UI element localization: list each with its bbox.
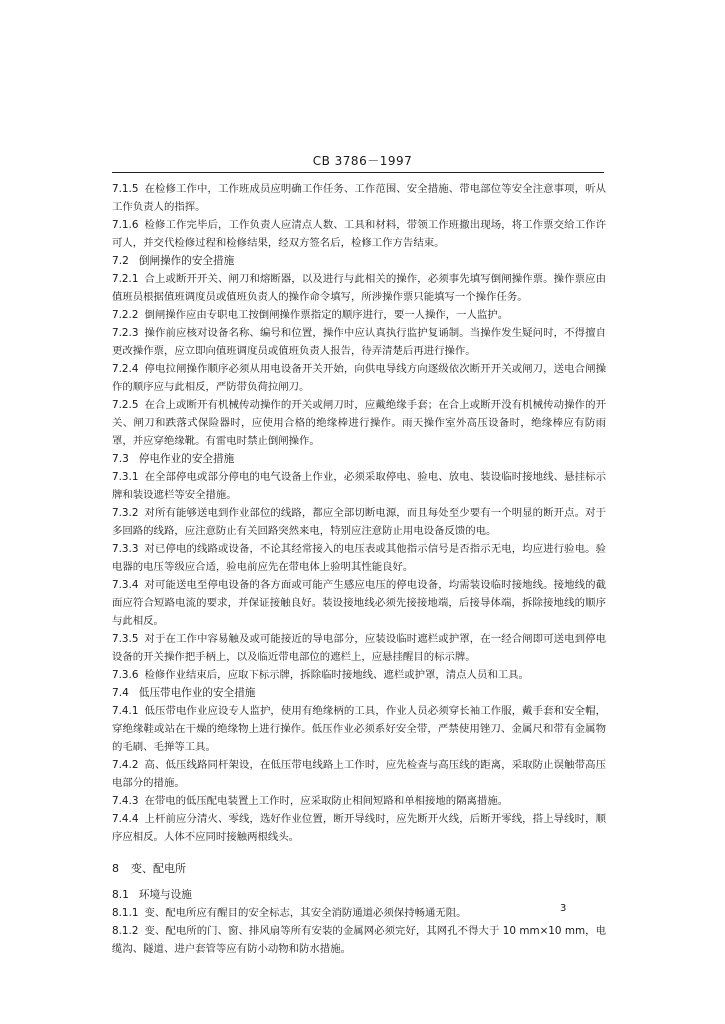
clause-text: 变、配电所的门、窗、排风扇等所有安装的金属网必须完好，其网孔不得大于 10 mm×10 mm，电缆沟、隧道、进户套管等应有防小动物和防水措施。: [112, 925, 606, 955]
clause-text: 变、配电所应有醒目的安全标志，其安全消防通道必须保持畅通无阻。: [144, 907, 467, 919]
clause-text: 对所有能够送电到作业部位的线路，都应全部切断电源，而且每处至少要有一个明显的断开点。对于多回路的线路，应注意防止有关回路突然来电，特别应注意防止用电设备反馈的电。: [112, 507, 606, 537]
clause-number: 7.2.4: [112, 363, 139, 375]
clause-paragraph: [112, 324, 606, 360]
clause-paragraph: [112, 904, 606, 922]
clause-number: 7.2: [112, 255, 129, 267]
clause-text: 环境与设施: [138, 889, 192, 901]
document-body: [112, 180, 606, 958]
clause-number: 7.4.1: [112, 705, 139, 717]
clause-number: 7.3.6: [112, 669, 139, 681]
clause-paragraph: [112, 666, 606, 684]
clause-paragraph: [112, 576, 606, 630]
clause-text: 倒闸操作的安全措施: [138, 255, 235, 267]
clause-text: 操作前应核对设备名称、编号和位置，操作中应认真执行监护复诵制。当操作发生疑问时，不得擅自更改操作票，应立即向值班调度员或值班负责人报告，待弄清楚后再进行操作。: [112, 327, 606, 357]
clause-text: 高、低压线路同杆架设，在低压带电线路上工作时，应先检查与高压线的距离，采取防止误触带高压电部分的措施。: [112, 759, 606, 789]
clause-text: 对可能送电至停电设备的各方面或可能产生感应电压的停电设备，均需装设临时接地线。接地线的截面应符合短路电流的要求，并保证接触良好。装设接地线必须先接接地端，后接导体端，拆除接地线的顺序与此相反。: [112, 579, 606, 627]
clause-paragraph: [112, 180, 606, 216]
clause-number: 7.2.3: [112, 327, 139, 339]
clause-number: 7.3.5: [112, 633, 139, 645]
clause-paragraph: [112, 216, 606, 252]
clause-text: 在合上或断开有机械传动操作的开关或闸刀时，应戴绝缘手套；在合上或断开没有机械传动操作的开关、闸刀和跌落式保险器时，应使用合格的绝缘棒进行操作。雨天操作室外高压设备时，绝缘棒应有防雨罩，并应穿绝缘靴。有雷电时禁止倒闸操作。: [112, 399, 606, 447]
clause-text: 检修作业结束后，应取下标示牌，拆除临时接地线、遮栏或护罩，清点人员和工具。: [144, 669, 529, 681]
clause-text: 倒闸操作应由专职电工按倒闸操作票指定的顺序进行，要一人操作，一人监护。: [144, 309, 509, 321]
clause-text: 变、配电所: [131, 862, 186, 875]
clause-number: 8.1.2: [112, 925, 139, 937]
clause-number: 7.1.5: [112, 183, 139, 195]
section-heading: [112, 450, 606, 468]
clause-paragraph: [112, 792, 606, 810]
clause-number: 8.1.1: [112, 907, 139, 919]
clause-number: 7.1.6: [112, 219, 139, 231]
clause-number: 7.2.1: [112, 273, 139, 285]
clause-number: 7.2.2: [112, 309, 139, 321]
clause-number: 7.3.1: [112, 471, 139, 483]
clause-paragraph: [112, 630, 606, 666]
clause-text: 检修工作完毕后，工作负责人应清点人数、工具和材料，带领工作班撤出现场，将工作票交给工作许可人，并交代检修过程和检修结果，经双方签名后，检修工作方告结束。: [112, 219, 606, 249]
clause-paragraph: [112, 702, 606, 756]
clause-number: 7.2.5: [112, 399, 139, 411]
clause-text: 低压带电作业应设专人监护，使用有绝缘柄的工具，作业人员必须穿长袖工作服，戴手套和安全帽，穿绝缘鞋或站在干燥的绝缘物上进行操作。低压作业必须系好安全带，严禁使用锉刀、金属尺和带有金属物的毛刷、毛掸等工具。: [112, 705, 606, 753]
clause-text: 对已停电的线路或设备，不论其经常接入的电压表或其他指示信号是否指示无电，均应进行验电。验电器的电压等级应合适，验电前应先在带电体上验明其性能良好。: [112, 543, 606, 573]
clause-paragraph: [112, 396, 606, 450]
clause-text: 对于在工作中容易触及或可能接近的导电部分，应装设临时遮栏或护罩，在一经合闸即可送电到停电设备的开关操作把手柄上，以及临近带电部位的遮栏上，应悬挂醒目的标示牌。: [112, 633, 606, 663]
standard-header: CB 3786－1997: [312, 154, 413, 168]
header-rule: [112, 172, 604, 173]
clause-paragraph: [112, 306, 606, 324]
clause-number: 8.1: [112, 889, 129, 901]
clause-paragraph: [112, 468, 606, 504]
clause-number: 7.3.2: [112, 507, 139, 519]
clause-text: 停电作业的安全措施: [138, 453, 235, 465]
clause-paragraph: [112, 540, 606, 576]
clause-text: 停电拉闸操作顺序必须从用电设备开关开始，向供电导线方向逐级依次断开开关或闸刀，送电合闸操作的顺序应与此相反，严防带负荷拉闸刀。: [112, 363, 606, 393]
section-heading: [112, 886, 606, 904]
clause-paragraph: [112, 810, 606, 846]
clause-text: 在检修工作中，工作班成员应明确工作任务、工作范围、安全措施、带电部位等安全注意事项，听从工作负责人的指挥。: [112, 183, 606, 213]
clause-text: 合上或断开开关、闸刀和熔断器，以及进行与此相关的操作，必须事先填写倒闸操作票。操作票应由值班员根据值班调度员或值班负责人的操作命令填写，所涉操作票只能填写一个操作任务。: [112, 273, 606, 303]
section-heading: [112, 252, 606, 270]
clause-text: 低压带电作业的安全措施: [138, 687, 256, 699]
clause-number: 7.4.4: [112, 813, 139, 825]
clause-number: 7.3.3: [112, 543, 139, 555]
clause-text: 上杆前应分清火、零线，选好作业位置，断开导线时，应先断开火线，后断开零线，搭上导线时，顺序应相反。人体不应同时接触两根线头。: [112, 813, 606, 843]
clause-number: 7.3: [112, 453, 129, 465]
clause-text: 在带电的低压配电装置上工作时，应采取防止相间短路和单相接地的隔离措施。: [144, 795, 509, 807]
clause-number: 7.4.2: [112, 759, 139, 771]
clause-number: 7.4: [112, 687, 129, 699]
clause-text: 在全部停电或部分停电的电气设备上作业，必须采取停电、验电、放电、装设临时接地线、悬挂标示牌和装设遮栏等安全措施。: [112, 471, 606, 501]
clause-number: 7.4.3: [112, 795, 139, 807]
clause-number: 7.3.4: [112, 579, 139, 591]
page-number: 3: [560, 903, 567, 914]
clause-paragraph: [112, 756, 606, 792]
clause-number: 8: [112, 862, 119, 875]
clause-paragraph: [112, 504, 606, 540]
clause-paragraph: [112, 360, 606, 396]
clause-paragraph: [112, 922, 606, 958]
section-heading: [112, 684, 606, 702]
chapter-heading: [112, 860, 606, 878]
clause-paragraph: [112, 270, 606, 306]
